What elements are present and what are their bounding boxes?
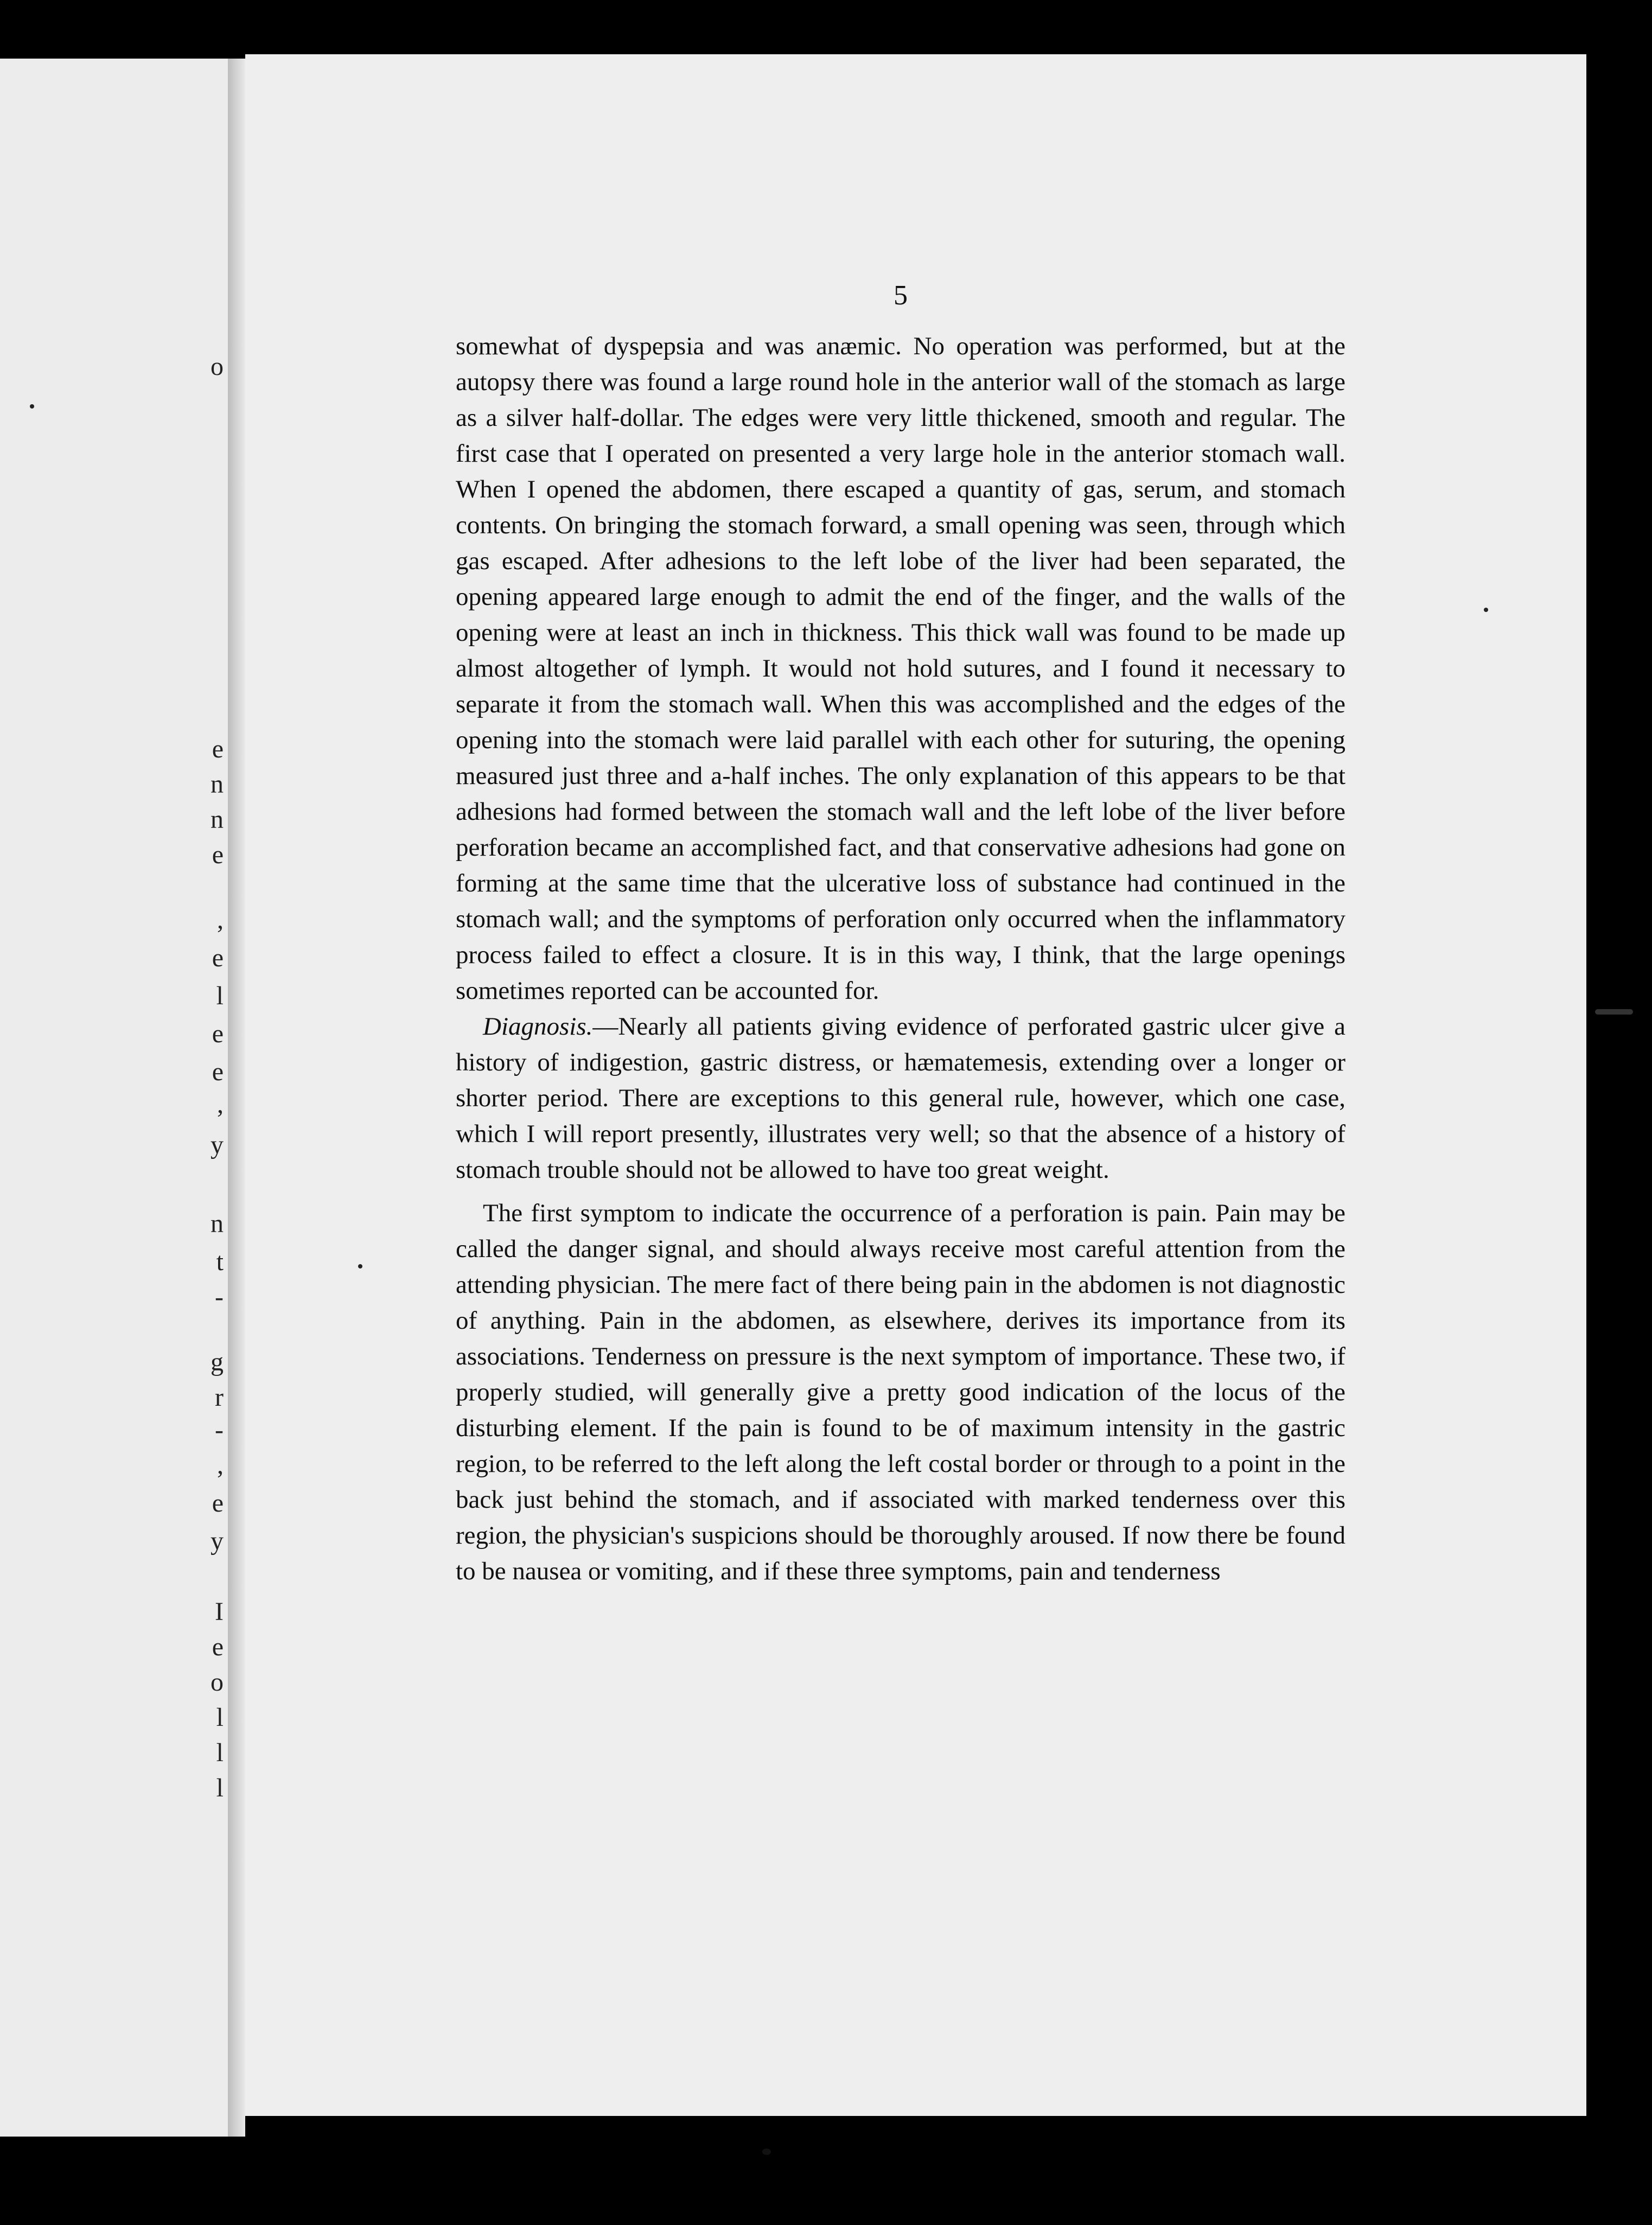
edge-char: e	[212, 1019, 224, 1048]
edge-char: l	[216, 1774, 224, 1802]
left-page-edge-text	[0, 59, 228, 2137]
edge-char: y	[211, 1527, 224, 1555]
scan-speck	[30, 404, 34, 409]
edge-char: e	[212, 943, 224, 972]
scan-speck	[1595, 1009, 1633, 1015]
edge-char: t	[216, 1247, 224, 1276]
edge-char: e	[212, 1489, 224, 1518]
edge-char: -	[215, 1283, 224, 1311]
edge-char: n	[211, 1209, 224, 1238]
edge-char: e	[212, 1057, 224, 1086]
edge-char: n	[211, 770, 224, 799]
edge-char: n	[211, 805, 224, 834]
section-heading: Diagnosis.	[483, 1012, 593, 1041]
paragraph: The first symptom to indicate the occurrence of a perforation is pain. Pain may be called the danger signal, and should always receive most careful attention from the attending physician. The mere fact of there being pain in the abdomen is not diagnostic of anything. Pain in the abdomen, as elsewhere, derives its importance from its associations. Tenderness on pressure is the next symptom of importance. These two, if properly studied, will generally give a pretty good indication of the locus of the disturbing element. If the pain is found to be of maximum intensity in the gastric region, to be referred to the left along the left costal border or through to a point in the back just behind the stomach, and if associated with marked tenderness over this region, the physician's suspicions should be thoroughly aroused. If now there be found to be nausea or vomiting, and if these three symptoms, pain and tenderness	[456, 1199, 1345, 1585]
paragraph-diagnosis	[456, 1009, 1345, 1188]
paragraph: somewhat of dyspepsia and was anæmic. No operation was performed, but at the autopsy there was found a large round hole in the anterior wall of the stomach as large as a silver half-dollar. The edges were very little thickened, smooth and regular. The first case that I operated on presented a very large hole in the anterior stomach wall. When I opened the abdomen, there escaped a quantity of gas, serum, and stomach contents. On bringing the stomach forward, a small opening was seen, through which gas escaped. After adhesions to the left lobe of the liver had been separated, the opening appeared large enough to admit the end of the finger, and the walls of the opening were at least an inch in thickness. This thick wall was found to be made up almost altogether of lymph. It would not hold sutures, and I found it necessary to separate it from the stomach wall. When this was accomplished and the edges of the opening into the stomach were laid parallel with each other for suturing, the opening measured just three and a-half inches. The only explanation of this appears to be that adhesions had formed between the stomach wall and the left lobe of the liver before perforation became an accomplished fact, and that conservative adhesions had gone on forming at the same time that the ulcerative loss of substance had continued in the stomach wall; and the symptoms of perforation only occurred when the inflammatory process failed to effect a closure. It is in this way, I think, that the large openings sometimes reported can be accounted for.	[456, 332, 1345, 1005]
edge-char: I	[215, 1597, 224, 1626]
edge-char: ,	[217, 906, 224, 934]
edge-char: g	[211, 1348, 224, 1376]
scan-speck	[762, 2149, 771, 2155]
book-gutter	[228, 59, 245, 2137]
edge-char: r	[215, 1383, 224, 1412]
edge-char: e	[212, 840, 224, 869]
left-page-fragment	[0, 59, 228, 2137]
edge-char: e	[212, 1633, 224, 1661]
edge-char: l	[216, 1738, 224, 1767]
edge-char: -	[215, 1416, 224, 1444]
edge-char: o	[211, 352, 224, 381]
edge-char: ,	[217, 1090, 224, 1119]
edge-char: e	[212, 735, 224, 763]
scan-speck	[358, 1264, 362, 1268]
edge-char: l	[216, 981, 224, 1010]
page-number: 5	[894, 280, 908, 311]
edge-char: o	[211, 1668, 224, 1697]
edge-char: ,	[217, 1451, 224, 1480]
scan-speck	[1484, 608, 1488, 612]
edge-char: l	[216, 1703, 224, 1732]
body-text	[456, 328, 1345, 1589]
edge-char: y	[211, 1131, 224, 1159]
paragraph-text: —Nearly all patients giving evidence of perforated gastric ulcer give a history of indigestion, gastric distress, or hæmatemesis, extending over a longer or shorter period. There are exceptions to this general rule, however, which one case, which I will report presently, illustrates very well; so that the absence of a history of stomach trouble should not be allowed to have too great weight.	[456, 1012, 1345, 1184]
